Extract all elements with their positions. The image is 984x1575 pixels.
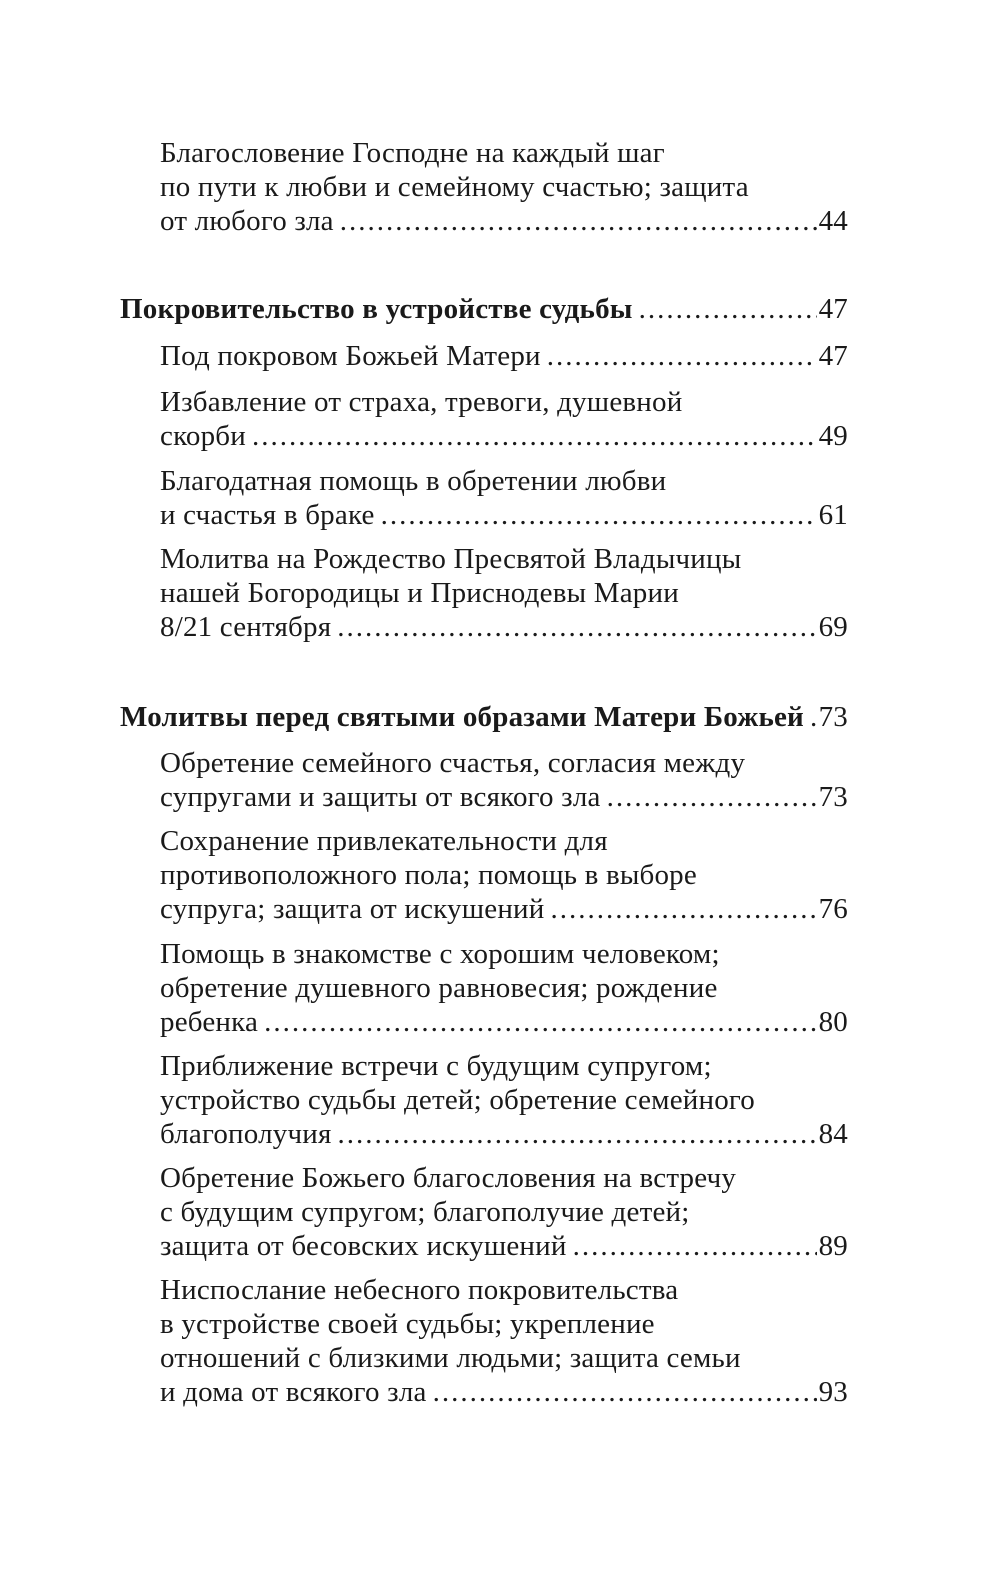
toc-entry xyxy=(160,385,848,453)
page-number: 84 xyxy=(818,1118,848,1150)
toc-entry xyxy=(160,824,848,926)
entry-title-end: защита от бесовских искушений xyxy=(160,1230,567,1262)
entry-last-line xyxy=(160,780,848,814)
entry-title-end: и счастья в браке xyxy=(160,499,375,531)
entry-line: Ниспослание небесного покровительства xyxy=(160,1274,679,1306)
dot-leader xyxy=(573,1229,817,1263)
page-number: 69 xyxy=(818,611,848,643)
toc-entry xyxy=(160,1049,848,1151)
entry-line: Сохранение привлекательности для xyxy=(160,825,608,857)
entry-title-end: от любого зла xyxy=(160,205,334,237)
page-number: 49 xyxy=(818,420,848,452)
page-number: 73 xyxy=(818,781,848,813)
dot-leader xyxy=(547,339,817,373)
entry-last-line xyxy=(160,339,848,373)
toc-entry xyxy=(160,136,848,238)
page-number: 73 xyxy=(818,701,848,733)
toc-entry xyxy=(160,937,848,1039)
entry-line: отношений с близкими людьми; защита семьи xyxy=(160,1342,741,1374)
dot-leader xyxy=(252,419,817,453)
entry-line: обретение душевного равновесия; рождение xyxy=(160,972,718,1004)
toc-entry xyxy=(160,746,848,814)
toc-section-heading xyxy=(120,700,848,734)
entry-line: Благодатная помощь в обретении любви xyxy=(160,465,667,497)
section-line xyxy=(120,700,848,734)
dot-leader xyxy=(433,1375,817,1409)
entry-title-end: супруга; защита от искушений xyxy=(160,893,545,925)
page-number: 89 xyxy=(818,1230,848,1262)
toc-entry xyxy=(160,1273,848,1409)
entry-line: по пути к любви и семейному счастью; защита xyxy=(160,171,749,203)
section-title: Покровительство в устройстве судьбы xyxy=(120,293,633,325)
toc-entry xyxy=(160,1161,848,1263)
dot-leader xyxy=(607,780,817,814)
section-line xyxy=(120,292,848,326)
entry-title-end: Под покровом Божьей Матери xyxy=(160,340,541,372)
entry-last-line xyxy=(160,1229,848,1263)
entry-title-end: скорби xyxy=(160,420,246,452)
entry-line: Молитва на Рождество Пресвятой Владычицы xyxy=(160,543,742,575)
dot-leader xyxy=(264,1005,817,1039)
entry-line: Избавление от страха, тревоги, душевной xyxy=(160,386,683,418)
dot-leader xyxy=(381,498,817,532)
entry-title-end: благополучия xyxy=(160,1118,332,1150)
entry-line: Приближение встречи с будущим супругом; xyxy=(160,1050,712,1082)
page-number: 61 xyxy=(818,499,848,531)
entry-line: Помощь в знакомстве с хорошим человеком; xyxy=(160,938,720,970)
dot-leader xyxy=(338,1117,817,1151)
entry-last-line xyxy=(160,1375,848,1409)
entry-line: Обретение семейного счастья, согласия между xyxy=(160,747,746,779)
toc-entry xyxy=(160,464,848,532)
entry-line: с будущим супругом; благополучие детей; xyxy=(160,1196,690,1228)
dot-leader xyxy=(551,892,817,926)
page-number: 44 xyxy=(818,205,848,237)
entry-last-line xyxy=(160,1117,848,1151)
dot-leader xyxy=(639,292,817,326)
page-number: 80 xyxy=(818,1006,848,1038)
entry-title-end: ребенка xyxy=(160,1006,259,1038)
entry-last-line xyxy=(160,204,848,238)
dot-leader xyxy=(337,610,816,644)
entry-line: нашей Богородицы и Приснодевы Марии xyxy=(160,577,679,609)
entry-last-line xyxy=(160,419,848,453)
section-title: Молитвы перед святыми образами Матери Божьей xyxy=(120,701,804,733)
dot-leader xyxy=(340,204,817,238)
entry-last-line xyxy=(160,892,848,926)
entry-line: Благословение Господне на каждый шаг xyxy=(160,137,665,169)
entry-title-end: и дома от всякого зла xyxy=(160,1376,427,1408)
entry-line: противоположного пола; помощь в выборе xyxy=(160,859,697,891)
entry-line: устройство судьбы детей; обретение семейного xyxy=(160,1084,756,1116)
page-number: 93 xyxy=(818,1376,848,1408)
page-number: 47 xyxy=(818,340,848,372)
page-number: 47 xyxy=(818,293,848,325)
entry-line: в устройстве своей судьбы; укрепление xyxy=(160,1308,655,1340)
toc-section-heading xyxy=(120,292,848,326)
entry-title-end: супругами и защиты от всякого зла xyxy=(160,781,601,813)
dot-leader xyxy=(810,700,817,734)
entry-last-line xyxy=(160,1005,848,1039)
entry-last-line xyxy=(160,498,848,532)
entry-title-end: 8/21 сентября xyxy=(160,611,332,643)
toc-entry xyxy=(160,339,848,373)
page-number: 76 xyxy=(818,893,848,925)
entry-last-line xyxy=(160,610,848,644)
toc-entry xyxy=(160,542,848,644)
entry-line: Обретение Божьего благословения на встречу xyxy=(160,1162,737,1194)
